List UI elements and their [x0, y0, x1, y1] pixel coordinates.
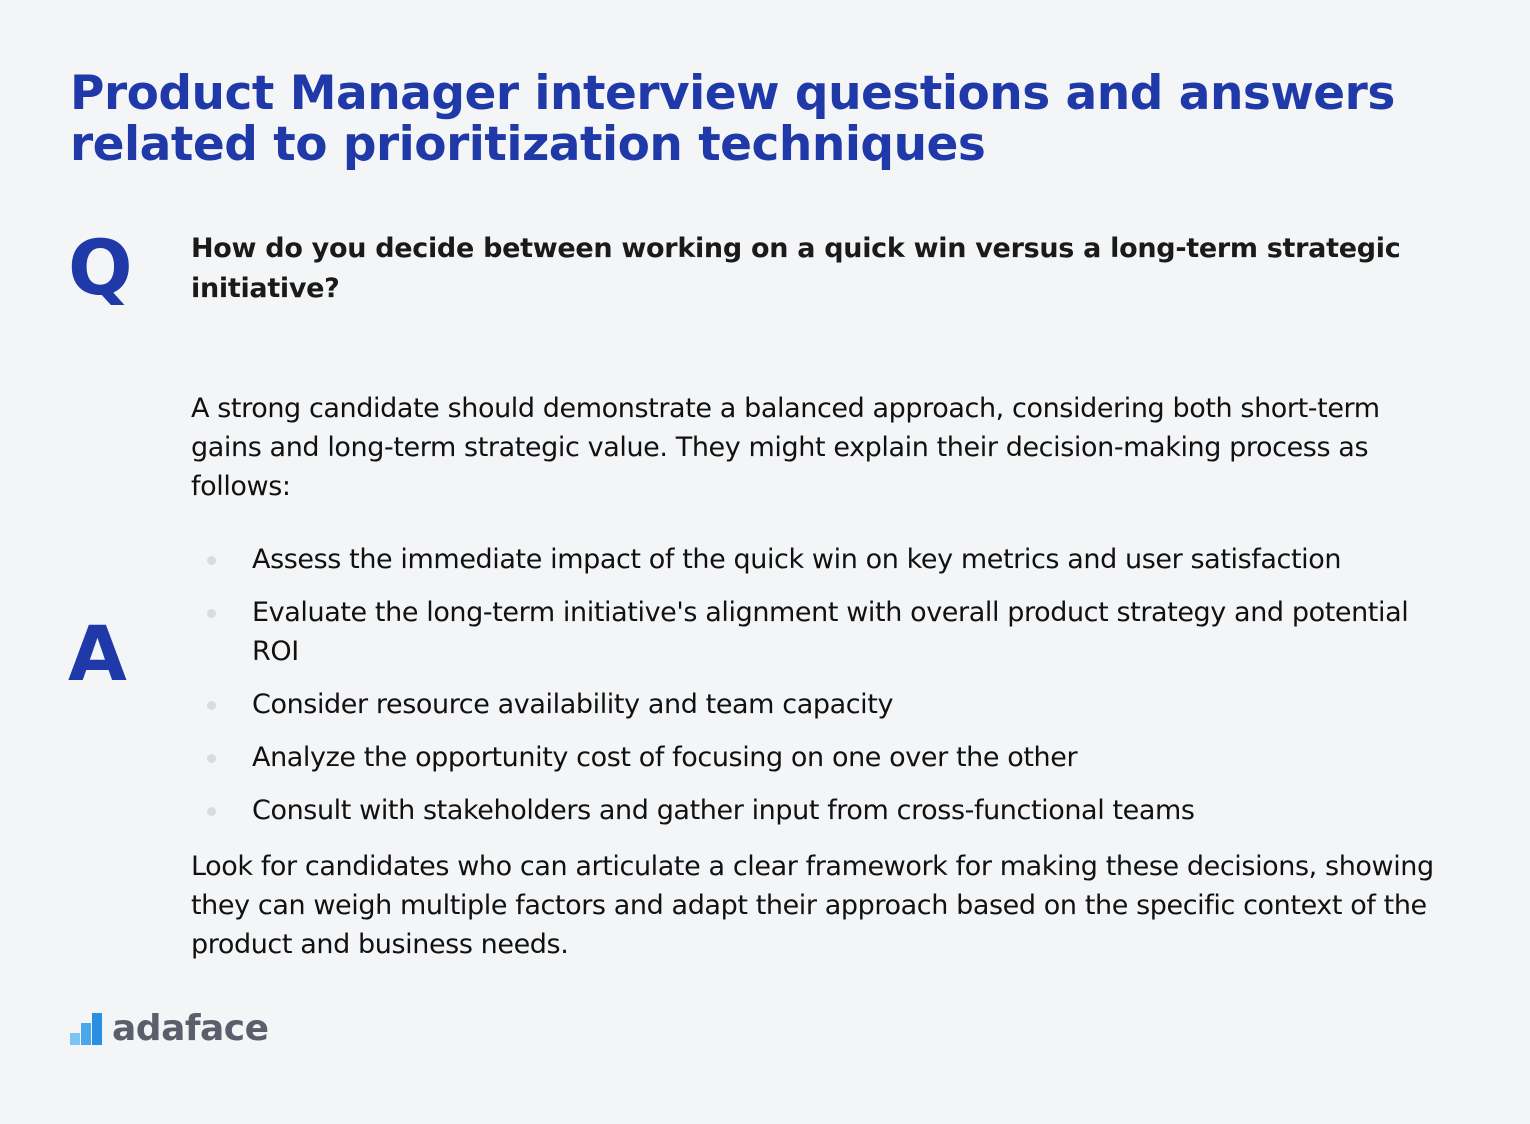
list-item-text: Analyze the opportunity cost of focusing on one over the other: [252, 742, 1078, 773]
bullet-dot-icon: [207, 754, 216, 763]
list-item-text: Consult with stakeholders and gather input from cross-functional teams: [252, 795, 1195, 826]
list-item-text: Assess the immediate impact of the quick win on key metrics and user satisfaction: [252, 544, 1342, 575]
answer-marker: A: [68, 609, 127, 698]
bullet-dot-icon: [207, 701, 216, 710]
list-item: [191, 593, 1441, 671]
adaface-logo-icon: [70, 1011, 104, 1045]
bullet-dot-icon: [207, 556, 216, 565]
list-item: [191, 791, 1441, 830]
bullet-dot-icon: [207, 807, 216, 816]
answer-intro: A strong candidate should demonstrate a balanced approach, considering both short-term gains and long-term strategic value. They might explain their decision-making process as follows:: [191, 393, 1380, 502]
page-title: Product Manager interview questions and answers related to prioritization techniques: [70, 66, 1395, 172]
list-item-text: Consider resource availability and team capacity: [252, 689, 894, 720]
question-marker: Q: [68, 223, 133, 312]
question-text: How do you decide between working on a quick win versus a long-term strategic initiative?: [191, 233, 1401, 304]
brand-name: adaface: [112, 1007, 269, 1049]
list-item-text: Evaluate the long-term initiative's alignment with overall product strategy and potential ROI: [252, 597, 1409, 667]
list-item: [191, 540, 1441, 579]
list-item: [191, 685, 1441, 724]
brand-logo: [70, 1006, 269, 1050]
bullet-dot-icon: [207, 609, 216, 618]
list-item: [191, 738, 1441, 777]
answer-bullet-list: [191, 540, 1441, 844]
answer-outro: Look for candidates who can articulate a clear framework for making these decisions, showing they can weigh multiple factors and adapt their approach based on the specific context of the product and business needs.: [191, 851, 1434, 960]
